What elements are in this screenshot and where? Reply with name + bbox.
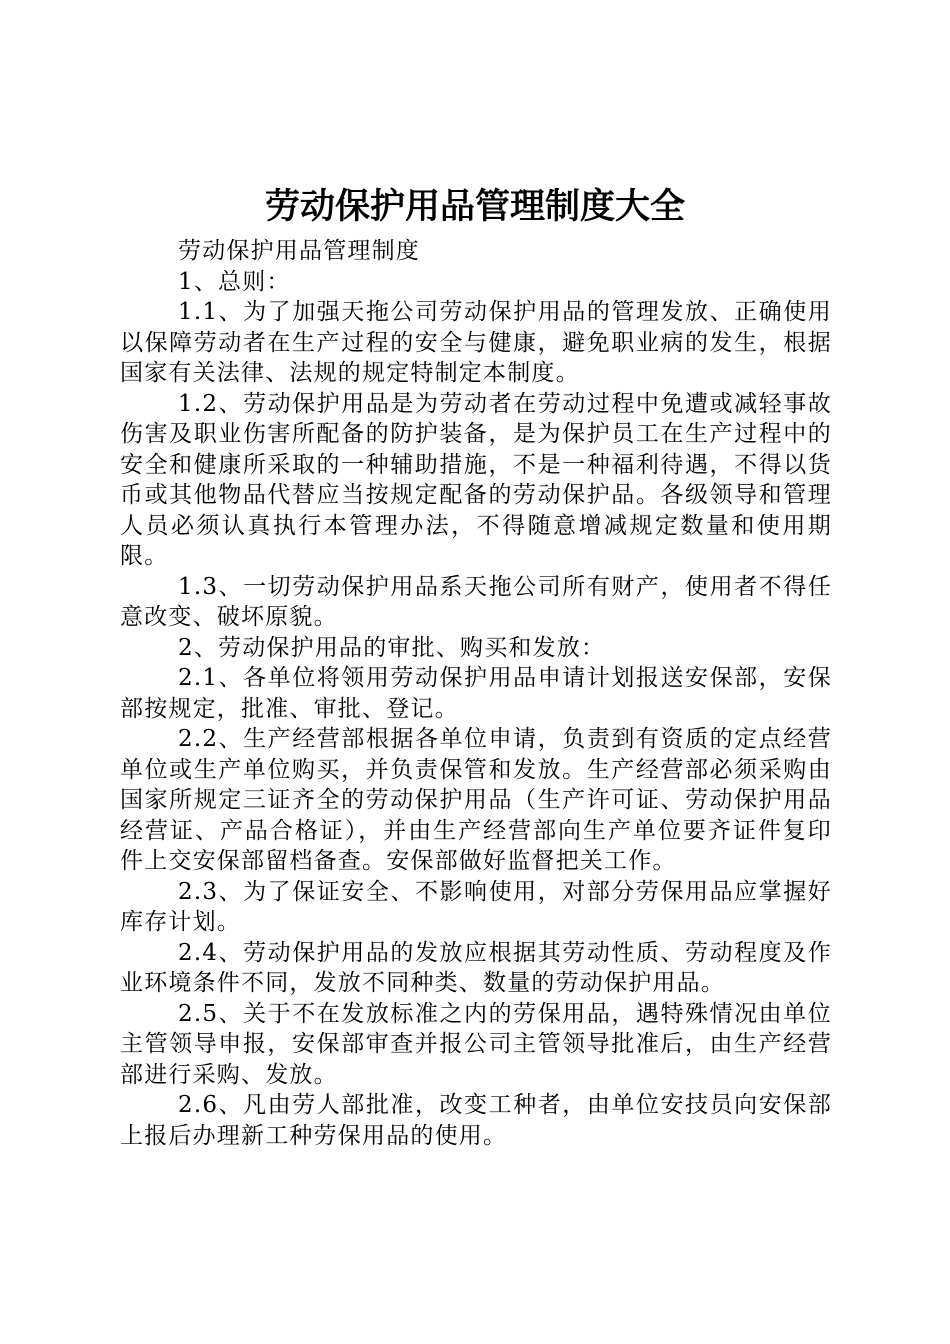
paragraph-subtitle: 劳动保护用品管理制度	[178, 238, 420, 264]
paragraph-1-1: 1.1、为了加强天拖公司劳动保护用品的管理发放、正确使用以保障劳动者在生产过程的安全与健康，避免职业病的发生，根据国家有关法律、法规的规定特制定本制度。	[120, 299, 832, 386]
paragraph-2-3: 2.3、为了保证安全、不影响使用，对部分劳保用品应掌握好库存计划。	[120, 878, 832, 935]
paragraph-2-1: 2.1、各单位将领用劳动保护用品申请计划报送安保部，安保部按规定，批准、审批、登记。	[120, 665, 832, 722]
paragraph-2-2: 2.2、生产经营部根据各单位申请，负责到有资质的定点经营单位或生产单位购买，并负责保管和发放。生产经营部必须采购由国家所规定三证齐全的劳动保护用品（生产许可证、劳动保护用品经营证、产品合格证），并由生产经营部向生产单位要齐证件复印件上交安保部留档备查。安保部做好监督把关工作。	[120, 726, 832, 874]
paragraph-section-2: 2、劳动保护用品的审批、购买和发放：	[178, 634, 606, 661]
paragraph-2-5: 2.5、关于不在发放标准之内的劳保用品，遇特殊情况由单位主管领导申报，安保部审查并报公司主管领导批准后，由生产经营部进行采购、发放。	[120, 1000, 832, 1088]
paragraph-section-1: 1、总则：	[178, 268, 291, 295]
paragraph-1-3: 1.3、一切劳动保护用品系天拖公司所有财产，使用者不得任意改变、破坏原貌。	[120, 573, 832, 630]
paragraph-2-6: 2.6、凡由劳人部批准，改变工种者，由单位安技员向安保部上报后办理新工种劳保用品的使用。	[120, 1092, 832, 1149]
document-body	[120, 236, 832, 1151]
paragraph-1-2: 1.2、劳动保护用品是为劳动者在劳动过程中免遭或减轻事故伤害及职业伤害所配备的防护装备，是为保护员工在生产过程中的安全和健康所采取的一种辅助措施，不是一种福利待遇，不得以货币或其他物品代替应当按规定配备的劳动保护品。各级领导和管理人员必须认真执行本管理办法，不得随意增减规定数量和使用期限。	[120, 390, 832, 569]
paragraph-2-4: 2.4、劳动保护用品的发放应根据其劳动性质、劳动程度及作业环境条件不同，发放不同种类、数量的劳动保护用品。	[120, 939, 832, 996]
document-title: 劳动保护用品管理制度大全	[264, 186, 685, 227]
